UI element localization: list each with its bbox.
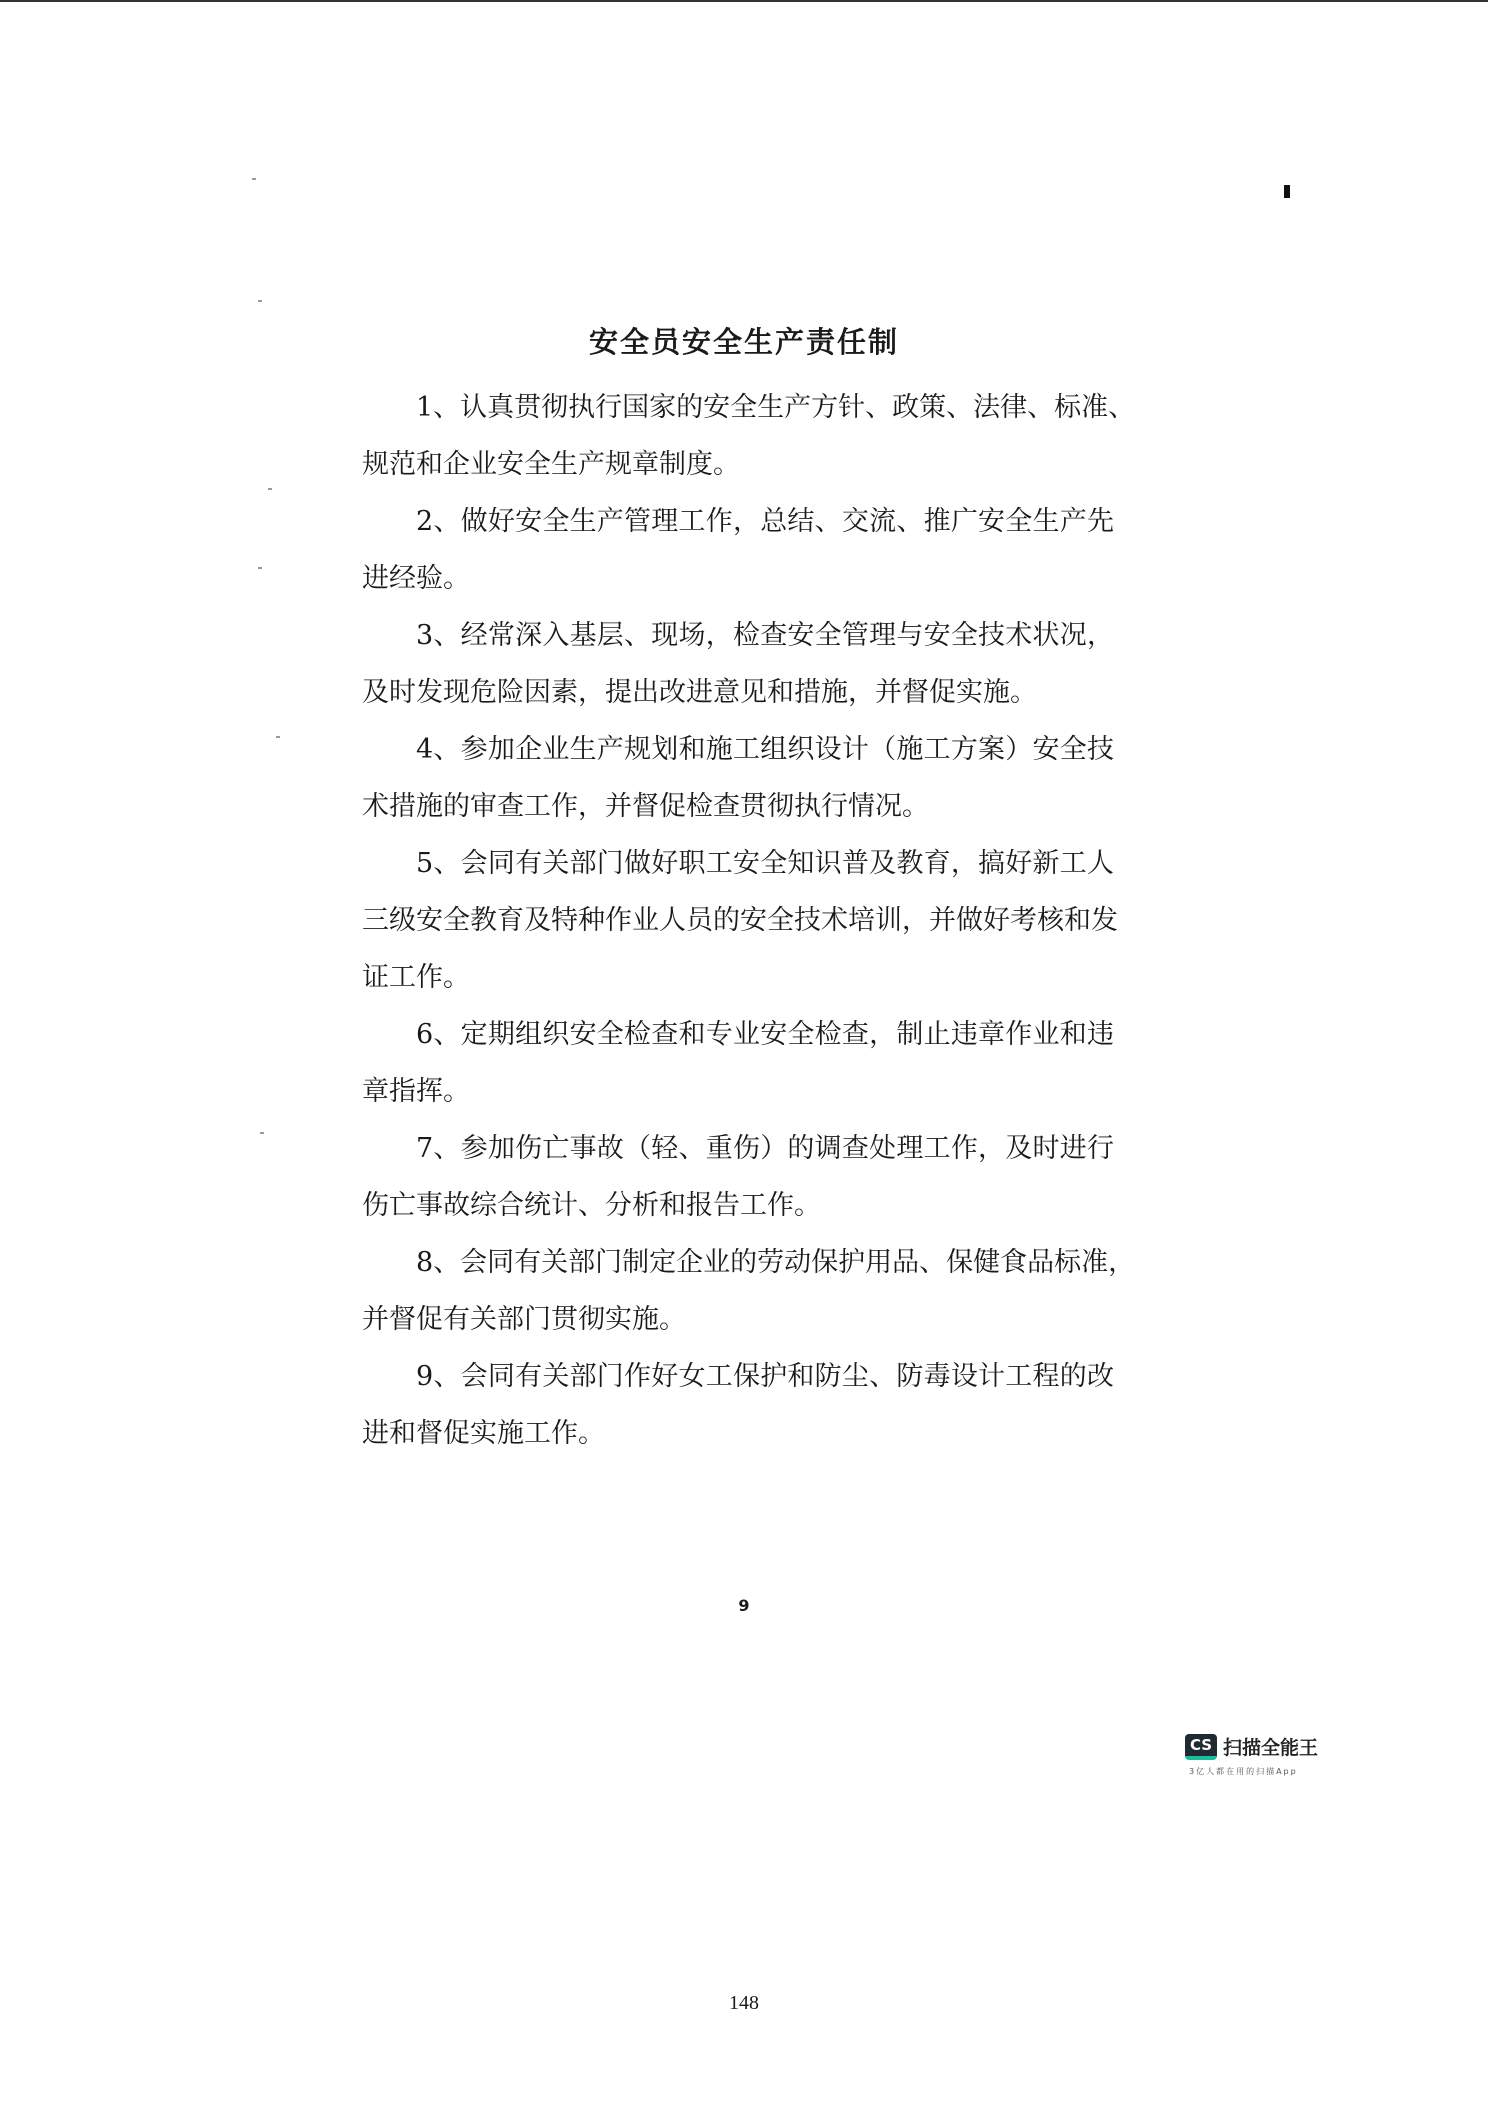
scanner-watermark [1185, 1733, 1335, 1777]
text-line: 进经验。 [362, 563, 470, 594]
text-line: 4、参加企业生产规划和施工组织设计（施工方案）安全技 [416, 734, 1114, 765]
scan-artifact-mark [1284, 185, 1290, 198]
inner-page-number: 9 [738, 1596, 750, 1615]
text-line: 证工作。 [362, 962, 470, 993]
text-line: 5、会同有关部门做好职工安全知识普及教育，搞好新工人 [416, 848, 1114, 879]
camscanner-logo-icon: CS [1185, 1734, 1217, 1760]
text-line: 9、会同有关部门作好女工保护和防尘、防毒设计工程的改 [416, 1361, 1114, 1392]
text-line: 3、经常深入基层、现场，检查安全管理与安全技术状况， [416, 620, 1114, 651]
scan-speck [276, 736, 280, 738]
text-line: 及时发现危险因素，提出改进意见和措施，并督促实施。 [362, 677, 1037, 708]
text-line: 规范和企业安全生产规章制度。 [362, 449, 740, 480]
text-line: 三级安全教育及特种作业人员的安全技术培训，并做好考核和发 [362, 905, 1118, 936]
watermark-app-name: 扫描全能王 [1223, 1737, 1319, 1759]
text-line: 8、会同有关部门制定企业的劳动保护用品、保健食品标准， [416, 1247, 1136, 1278]
text-line: 章指挥。 [362, 1076, 470, 1107]
scan-speck [252, 178, 256, 180]
text-line: 进和督促实施工作。 [362, 1418, 605, 1449]
text-line: 1、认真贯彻执行国家的安全生产方针、政策、法律、标准、 [416, 392, 1136, 423]
text-line: 伤亡事故综合统计、分析和报告工作。 [362, 1190, 821, 1221]
document-body [362, 379, 1136, 1462]
text-line: 6、定期组织安全检查和专业安全检查，制止违章作业和违 [416, 1019, 1114, 1050]
text-line: 并督促有关部门贯彻实施。 [362, 1304, 686, 1335]
scan-speck [260, 1132, 264, 1134]
scan-speck [258, 567, 262, 569]
text-line: 术措施的审查工作，并督促检查贯彻执行情况。 [362, 791, 929, 822]
text-line: 7、参加伤亡事故（轻、重伤）的调查处理工作，及时进行 [416, 1133, 1114, 1164]
text-line: 2、做好安全生产管理工作，总结、交流、推广安全生产先 [416, 506, 1114, 537]
scan-speck [258, 300, 262, 302]
watermark-tagline: 3亿人都在用的扫描App [1189, 1767, 1298, 1776]
page-number: 148 [729, 1992, 759, 2014]
scan-speck [268, 488, 272, 490]
scan-top-edge [0, 0, 1488, 2]
document-title: 安全员安全生产责任制 [588, 325, 899, 359]
